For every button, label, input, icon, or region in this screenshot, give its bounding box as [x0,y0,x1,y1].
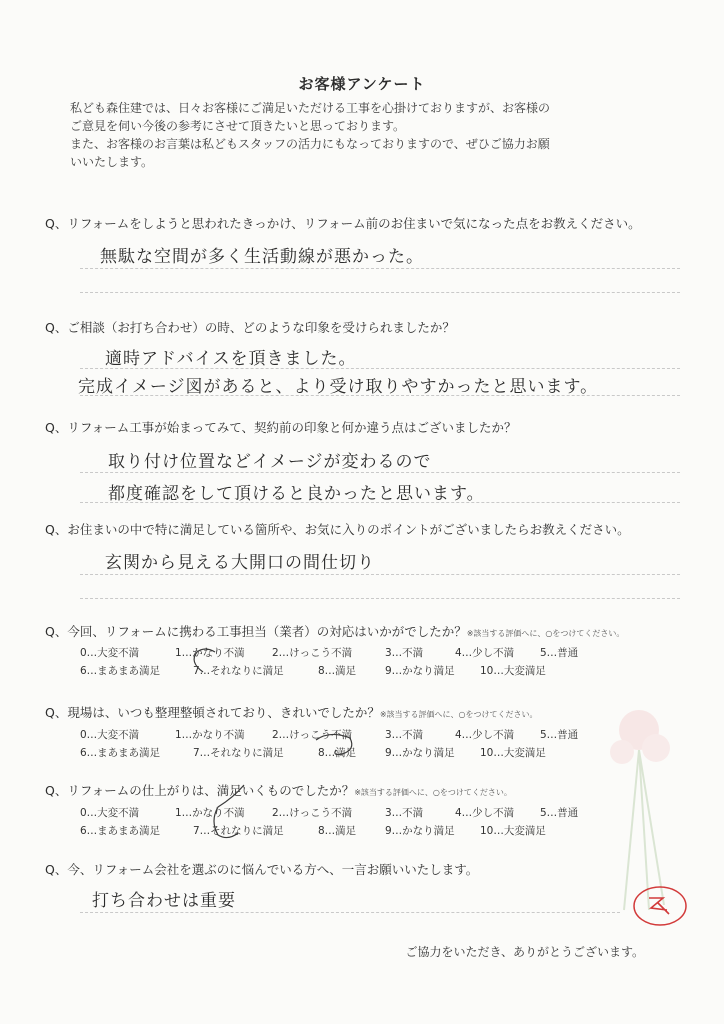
selection-circle-3 [214,785,244,838]
scale-option: 7…それなりに満足 [193,825,284,837]
answer-line [80,912,620,914]
answer-3-line-2: 都度確認をして頂けると良かったと思います。 [108,484,485,504]
scale-option: 3…不満 [385,807,424,819]
selection-circle-2 [316,734,352,754]
answer-4-line-1: 玄関から見える大開口の間仕切り [105,553,375,573]
answer-1-line-1: 無駄な空間が多く生活動線が悪かった。 [100,247,424,267]
answer-5-line-1: 打ち合わせは重要 [92,891,236,911]
scale-option: 8…満足 [318,747,357,759]
rating-question-2: Q、現場は、いつも整理整頓されており、きれいでしたか？※該当する評価へに、○をつけてください。 [45,705,538,720]
question-1: Q、リフォームをしようと思われたきっかけ、リフォーム前のお住まいで気になった点をお教えください。 [45,216,641,231]
scale-option: 0…大変不満 [80,647,140,659]
scale-option: 4…少し不満 [455,647,515,659]
scale-option: 4…少し不満 [455,807,515,819]
scale-option: 9…かなり満足 [385,825,455,837]
rating-question-3: Q、リフォームの仕上がりは、満足いくものでしたか？※該当する評価へに、○をつけてください。 [45,783,512,798]
scale-option: 0…大変不満 [80,729,140,741]
scale-option: 9…かなり満足 [385,665,455,677]
intro-line-2: ご意見を伺い今後の参考にさせて頂きたいと思っております。 [70,119,406,133]
scale-option: 6…まあまあ満足 [80,665,161,677]
answer-2-line-2: 完成イメージ図があると、より受け取りやすかったと思います。 [78,377,599,397]
answer-2-line-1: 適時アドバイスを頂きました。 [105,349,357,369]
scale-option: 8…満足 [318,825,357,837]
scale-option: 0…大変不満 [80,807,140,819]
scale-option: 5…普通 [540,807,579,819]
question-2: Q、ご相談（お打ち合わせ）の時、どのような印象を受けられましたか？ [45,320,455,335]
scale-option: 2…けっこう不満 [272,647,353,659]
scale-option: 5…普通 [540,729,579,741]
intro-line-3: また、お客様のお言葉は私どもスタッフの活力にもなっておりますので、ぜひご協力お願 [70,137,550,151]
scale-option: 7…それなりに満足 [193,747,284,759]
scale-option: 2…けっこう不満 [272,807,353,819]
scale-option: 1…かなり不満 [175,647,245,659]
question-3: Q、リフォーム工事が始まってみて、契約前の印象と何か違う点はございましたか？ [45,420,517,435]
scale-option: 1…かなり不満 [175,729,245,741]
scale-option: 10…大変満足 [480,747,546,759]
scale-option: 6…まあまあ満足 [80,825,161,837]
selection-circle-1 [194,649,215,672]
scale-option: 6…まあまあ満足 [80,747,161,759]
rating-question-1: Q、今回、リフォームに携わる工事担当（業者）の対応はいかがでしたか？※該当する評価へに、○をつけてください。 [45,624,625,639]
answer-3-line-1: 取り付け位置などイメージが変わるので [108,452,432,472]
page-title: お客様アンケート [298,75,426,93]
scale-option: 5…普通 [540,647,579,659]
intro-line-4: いいたします。 [70,155,154,169]
scale-option: 10…大変満足 [480,825,546,837]
scale-option: 8…満足 [318,665,357,677]
scale-option: 3…不満 [385,729,424,741]
question-4: Q、お住まいの中で特に満足している箇所や、お気に入りのポイントがございましたらお教えください。 [45,522,630,537]
question-5: Q、今、リフォーム会社を選ぶのに悩んでいる方へ、一言お願いいたします。 [45,862,479,877]
scale-option: 3…不満 [385,647,424,659]
scale-option: 4…少し不満 [455,729,515,741]
intro-line-1: 私ども森住建では、日々お客様にご満足いただける工事を心掛けておりますが、お客様の [70,101,551,115]
bleed-through-text: ﾠ [90,182,102,196]
scale-option: 2…けっこう不満 [272,729,353,741]
scale-option: 7…それなりに満足 [193,665,284,677]
approval-stamp [631,884,689,928]
scale-option: 9…かなり満足 [385,747,455,759]
thanks-text: ご協力をいただき、ありがとうございます。 [405,945,644,959]
scale-option: 1…かなり不満 [175,807,245,819]
scale-option: 10…大変満足 [480,665,546,677]
